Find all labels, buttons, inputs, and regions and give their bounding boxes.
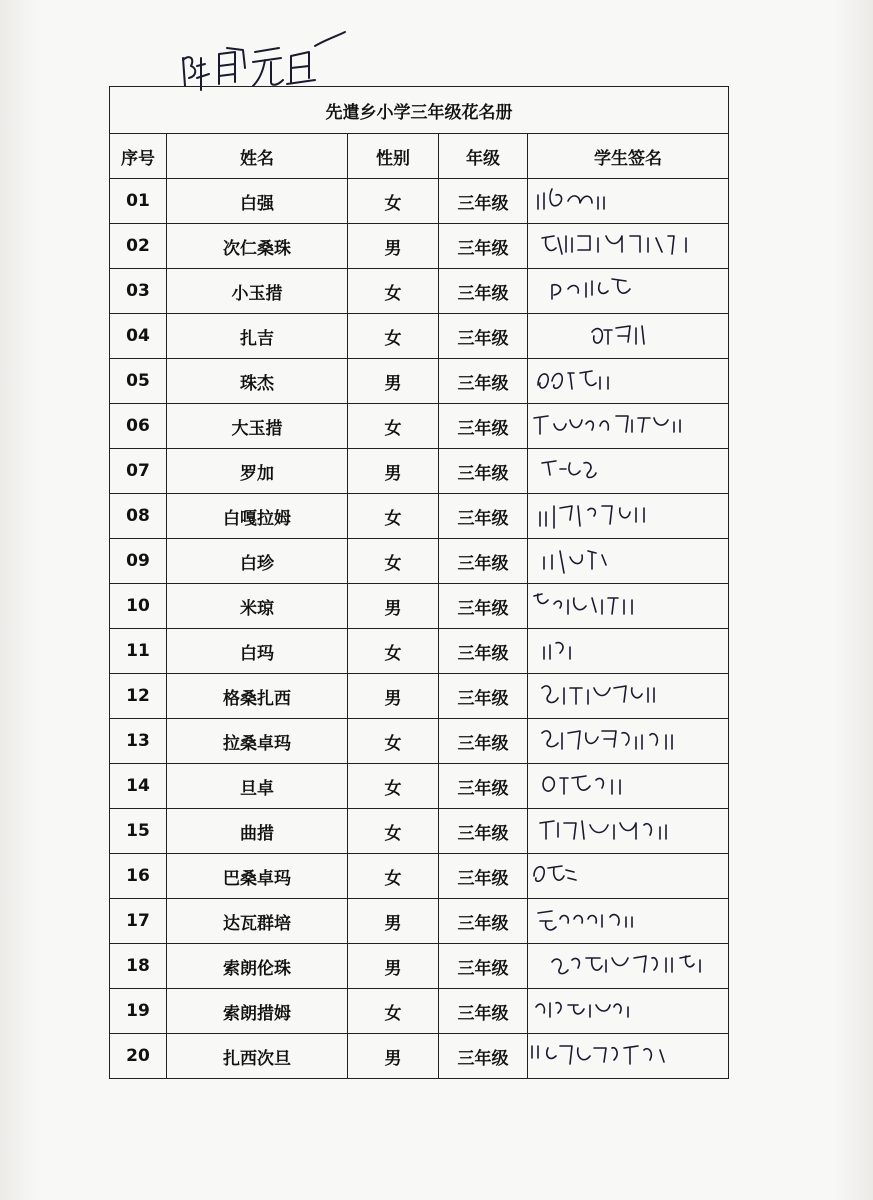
table-row [110, 404, 729, 449]
row-name: 巴桑卓玛 [167, 854, 348, 899]
row-name: 白嘎拉姆 [167, 494, 348, 539]
row-signature [528, 314, 729, 359]
row-signature [528, 674, 729, 719]
row-seq: 14 [110, 764, 167, 809]
row-seq: 19 [110, 989, 167, 1034]
row-grade: 三年级 [439, 899, 528, 944]
row-sex: 男 [348, 1034, 439, 1079]
row-seq: 06 [110, 404, 167, 449]
row-sex: 男 [348, 899, 439, 944]
row-name: 索朗措姆 [167, 989, 348, 1034]
row-name: 扎吉 [167, 314, 348, 359]
signature-stroke [534, 866, 576, 881]
row-signature [528, 629, 729, 674]
table-row [110, 584, 729, 629]
signature-stroke [542, 731, 672, 749]
handwritten-signature [528, 404, 729, 448]
row-grade: 三年级 [439, 224, 528, 269]
row-signature [528, 449, 729, 494]
handwritten-signature [528, 629, 729, 673]
signature-stroke [540, 821, 666, 839]
row-name: 索朗伦珠 [167, 944, 348, 989]
row-sex: 女 [348, 404, 439, 449]
row-name: 小玉措 [167, 269, 348, 314]
signature-stroke [536, 1003, 628, 1017]
row-sex: 女 [348, 764, 439, 809]
row-grade: 三年级 [439, 1034, 528, 1079]
handwritten-signature [528, 224, 729, 268]
table-body [110, 179, 729, 1079]
table-row [110, 719, 729, 764]
row-name: 拉桑卓玛 [167, 719, 348, 764]
signature-stroke [532, 1046, 664, 1064]
row-sex: 男 [348, 674, 439, 719]
row-sex: 女 [348, 179, 439, 224]
row-sex: 女 [348, 314, 439, 359]
row-signature [528, 584, 729, 629]
table-row [110, 764, 729, 809]
row-signature [528, 359, 729, 404]
row-name: 大玉措 [167, 404, 348, 449]
row-grade: 三年级 [439, 539, 528, 584]
table-row [110, 269, 729, 314]
signature-stroke [540, 506, 644, 528]
row-name: 格桑扎西 [167, 674, 348, 719]
row-name: 次仁桑珠 [167, 224, 348, 269]
column-header-name: 姓名 [167, 134, 348, 179]
row-seq: 11 [110, 629, 167, 674]
row-name: 罗加 [167, 449, 348, 494]
row-seq: 15 [110, 809, 167, 854]
handwritten-signature [528, 359, 729, 403]
table-row [110, 674, 729, 719]
row-signature [528, 179, 729, 224]
row-seq: 13 [110, 719, 167, 764]
handwritten-signature [528, 449, 729, 493]
signature-stroke [552, 956, 700, 974]
handwritten-signature [528, 1034, 729, 1078]
row-grade: 三年级 [439, 809, 528, 854]
signature-stroke [534, 416, 680, 434]
row-sex: 女 [348, 854, 439, 899]
handwritten-signature [528, 854, 729, 898]
handwritten-signature [528, 314, 729, 358]
row-sex: 男 [348, 449, 439, 494]
row-name: 白珍 [167, 539, 348, 584]
row-name: 达瓦群培 [167, 899, 348, 944]
row-name: 旦卓 [167, 764, 348, 809]
table-row [110, 314, 729, 359]
row-signature [528, 854, 729, 899]
handwritten-signature [528, 494, 729, 538]
table-title: 先遣乡小学三年级花名册 [110, 87, 729, 134]
table-row [110, 179, 729, 224]
signature-stroke [542, 236, 686, 254]
row-name: 白玛 [167, 629, 348, 674]
row-seq: 05 [110, 359, 167, 404]
row-signature [528, 899, 729, 944]
table-row [110, 1034, 729, 1079]
row-seq: 09 [110, 539, 167, 584]
roster-table [109, 86, 729, 1079]
table-row [110, 899, 729, 944]
row-sex: 女 [348, 989, 439, 1034]
handwritten-signature [528, 584, 729, 628]
row-sex: 女 [348, 539, 439, 584]
row-signature [528, 404, 729, 449]
handwritten-signature [528, 719, 729, 763]
column-header-grade: 年级 [439, 134, 528, 179]
row-seq: 08 [110, 494, 167, 539]
row-sex: 男 [348, 584, 439, 629]
table-row [110, 359, 729, 404]
table-row [110, 809, 729, 854]
table-row [110, 449, 729, 494]
row-signature [528, 1034, 729, 1079]
row-seq: 16 [110, 854, 167, 899]
signature-stroke [552, 279, 630, 299]
handwritten-signature [528, 809, 729, 853]
row-seq: 17 [110, 899, 167, 944]
row-signature [528, 539, 729, 584]
signature-stroke [543, 776, 620, 794]
row-sex: 女 [348, 269, 439, 314]
row-signature [528, 944, 729, 989]
row-signature [528, 224, 729, 269]
table-row [110, 854, 729, 899]
row-sex: 男 [348, 359, 439, 404]
row-sex: 女 [348, 719, 439, 764]
handwritten-signature [528, 899, 729, 943]
row-sex: 女 [348, 494, 439, 539]
table-row [110, 989, 729, 1034]
row-grade: 三年级 [439, 854, 528, 899]
row-grade: 三年级 [439, 719, 528, 764]
row-grade: 三年级 [439, 269, 528, 314]
row-seq: 18 [110, 944, 167, 989]
handwritten-signature [528, 179, 729, 223]
row-grade: 三年级 [439, 359, 528, 404]
row-name: 珠杰 [167, 359, 348, 404]
signature-stroke [542, 686, 654, 704]
signature-stroke [538, 189, 604, 209]
table-row [110, 629, 729, 674]
signature-stroke [592, 326, 644, 344]
signature-stroke [542, 461, 596, 478]
handwritten-signature [528, 944, 729, 988]
column-header-seq: 序号 [110, 134, 167, 179]
handwritten-signature [528, 674, 729, 718]
row-seq: 12 [110, 674, 167, 719]
table-row [110, 494, 729, 539]
table-header-row [110, 134, 729, 179]
row-grade: 三年级 [439, 449, 528, 494]
row-grade: 三年级 [439, 674, 528, 719]
row-seq: 01 [110, 179, 167, 224]
row-sex: 女 [348, 629, 439, 674]
row-grade: 三年级 [439, 989, 528, 1034]
table-row [110, 944, 729, 989]
row-name: 曲措 [167, 809, 348, 854]
row-signature [528, 269, 729, 314]
row-grade: 三年级 [439, 314, 528, 359]
row-sex: 男 [348, 944, 439, 989]
row-sex: 男 [348, 224, 439, 269]
row-name: 扎西次旦 [167, 1034, 348, 1079]
signature-stroke [538, 371, 608, 389]
row-seq: 03 [110, 269, 167, 314]
column-header-sex: 性别 [348, 134, 439, 179]
row-signature [528, 809, 729, 854]
table-row [110, 539, 729, 584]
row-seq: 07 [110, 449, 167, 494]
row-name: 米琼 [167, 584, 348, 629]
row-grade: 三年级 [439, 494, 528, 539]
handwritten-signature [528, 764, 729, 808]
handwritten-signature [528, 539, 729, 583]
row-signature [528, 719, 729, 764]
row-signature [528, 494, 729, 539]
signature-stroke [534, 594, 632, 614]
column-header-signature: 学生签名 [528, 134, 729, 179]
row-grade: 三年级 [439, 764, 528, 809]
row-sex: 女 [348, 809, 439, 854]
row-seq: 20 [110, 1034, 167, 1079]
table-row [110, 224, 729, 269]
row-name: 白强 [167, 179, 348, 224]
row-seq: 04 [110, 314, 167, 359]
signature-stroke [544, 551, 606, 573]
handwritten-signature [528, 269, 729, 313]
row-signature [528, 764, 729, 809]
row-grade: 三年级 [439, 629, 528, 674]
handwritten-signature [528, 989, 729, 1033]
row-grade: 三年级 [439, 944, 528, 989]
row-grade: 三年级 [439, 404, 528, 449]
row-grade: 三年级 [439, 179, 528, 224]
row-grade: 三年级 [439, 584, 528, 629]
signature-stroke [538, 911, 632, 930]
row-seq: 10 [110, 584, 167, 629]
signature-stroke [544, 643, 570, 659]
row-signature [528, 989, 729, 1034]
row-seq: 02 [110, 224, 167, 269]
